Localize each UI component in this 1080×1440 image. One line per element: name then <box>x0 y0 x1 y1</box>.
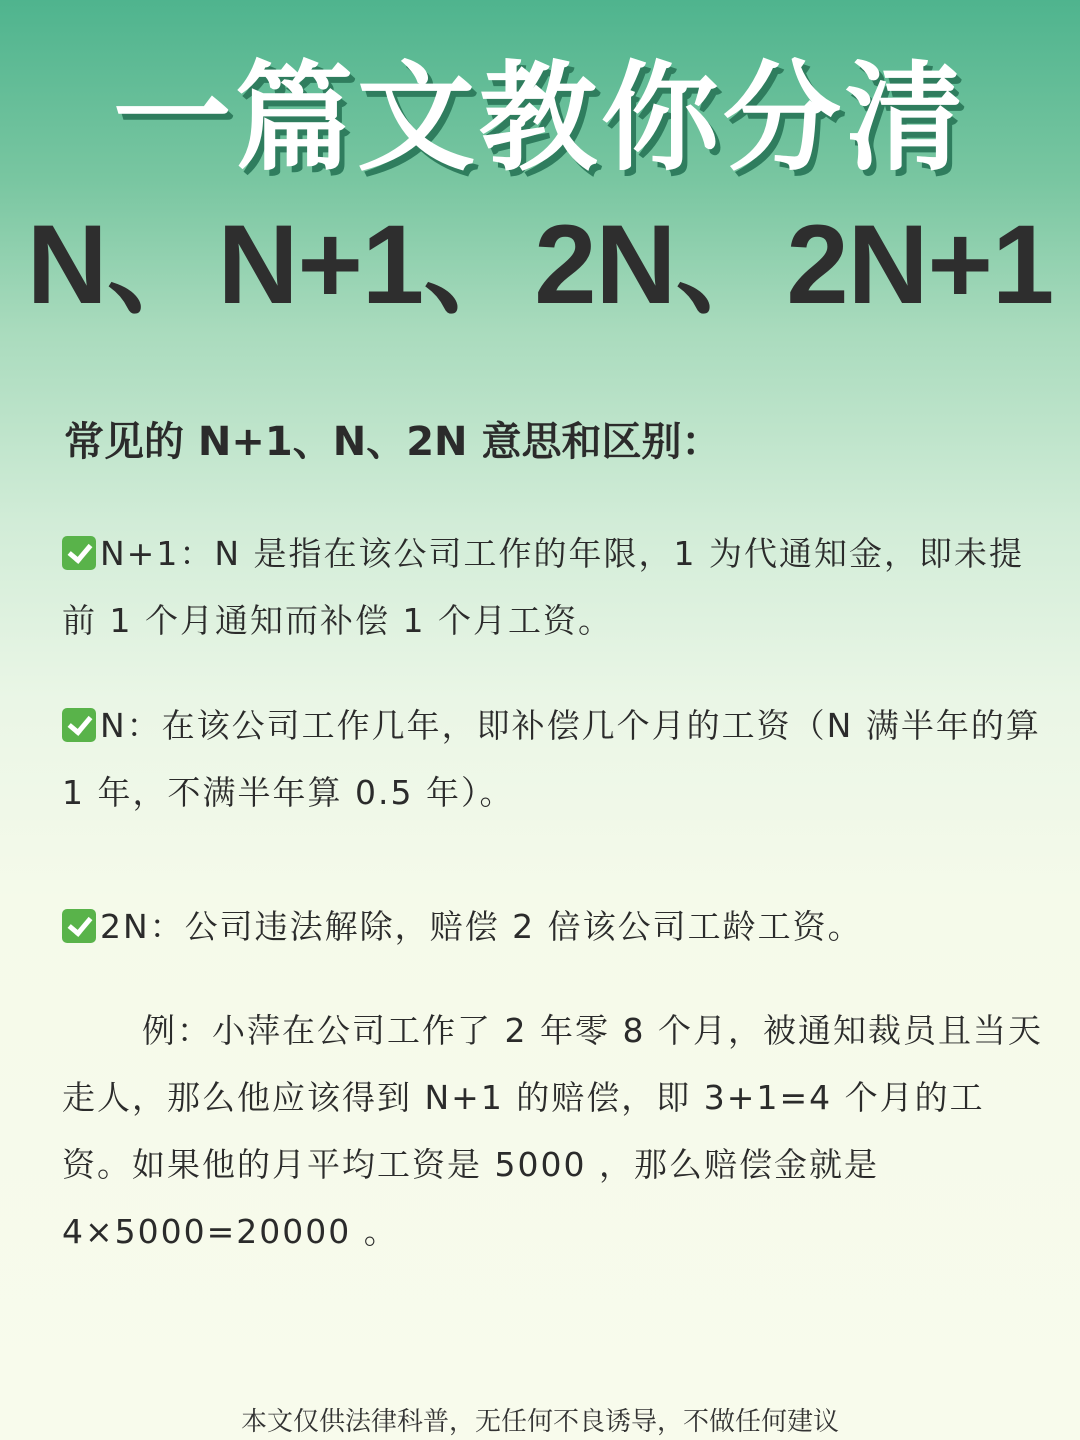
check-mark-icon <box>62 536 96 570</box>
title-line-1: 一篇文教你分清 <box>112 49 967 187</box>
check-mark-icon <box>62 909 96 943</box>
disclaimer-footer: 本文仅供法律科普，无任何不良诱导，不做任何建议 <box>240 1407 839 1437</box>
section-text: N：在该公司工作几年，即补偿几个月的工资（N 满半年的算 1 年，不满半年算 0.5 年）。 <box>62 706 1041 812</box>
subtitle: 常见的 N+1、N、2N 意思和区别： <box>64 419 722 465</box>
example-paragraph: 例：小萍在公司工作了 2 年零 8 个月，被通知裁员且当天走人，那么他应该得到 N+1 的赔偿，即 3+1=4 个月的工资。如果他的月平均工资是 5000 ，那么赔偿金就是 4×5000=20000 。 <box>62 1011 1043 1251</box>
section-n <box>62 692 1047 826</box>
section-text: 2N：公司违法解除，赔偿 2 倍该公司工龄工资。 <box>100 907 863 946</box>
section-n-plus-1 <box>62 520 1047 654</box>
section-2n <box>62 893 1047 960</box>
title-line-2: N、N+1、2N、2N+1 <box>26 202 1054 327</box>
check-mark-icon <box>62 708 96 742</box>
section-text: N+1：N 是指在该公司工作的年限，1 为代通知金，即未提前 1 个月通知而补偿 1 个月工资。 <box>62 534 1024 640</box>
